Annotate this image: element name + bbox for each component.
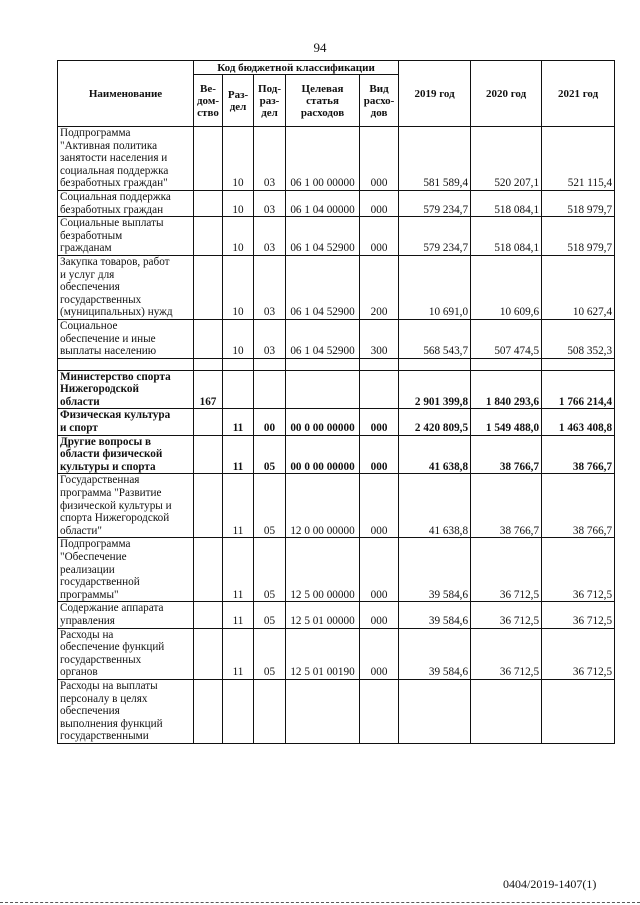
table-row	[58, 370, 615, 409]
cell-vr: 000	[360, 127, 399, 191]
row-name-line: Содержание аппарата	[60, 602, 164, 615]
row-name	[58, 127, 194, 191]
cell-y2020: 1 840 293,6	[471, 370, 542, 409]
cell-rz: 11	[223, 538, 254, 602]
cell-vr: 200	[360, 255, 399, 319]
cell-vr: 000	[360, 409, 399, 435]
cell-y2020: 518 084,1	[471, 217, 542, 256]
cell-y2021: 36 712,5	[542, 628, 615, 679]
cell-rz	[223, 370, 254, 409]
budget-table	[57, 60, 615, 744]
row-name-line: "Активная политика	[60, 139, 158, 152]
row-name-line: социальная поддержка	[60, 164, 169, 177]
row-name-line: Расходы на выплаты	[60, 679, 158, 692]
cell-ved	[194, 255, 223, 319]
row-name-line: Нижегородской	[60, 383, 139, 396]
cell-y2021: 36 712,5	[542, 538, 615, 602]
cell-pr: 05	[254, 538, 286, 602]
row-name-line: государственных	[60, 293, 142, 306]
row-name-line: и услуг для	[60, 268, 115, 281]
cell-cs: 12 5 00 00000	[286, 538, 360, 602]
cell-vr: 300	[360, 319, 399, 358]
cell-y2019: 39 584,6	[399, 628, 471, 679]
cell-rz: 10	[223, 190, 254, 216]
cell-y2021: 1 463 408,8	[542, 409, 615, 435]
cell-rz: 10	[223, 127, 254, 191]
row-name	[58, 217, 194, 256]
cell-pr: 00	[254, 409, 286, 435]
row-name	[58, 409, 194, 435]
header-podrazdel: Под- раз- дел	[254, 75, 286, 127]
row-name-line: Министерство спорта	[60, 370, 171, 383]
cell-y2021: 508 352,3	[542, 319, 615, 358]
row-name	[58, 255, 194, 319]
cell-rz: 11	[223, 409, 254, 435]
row-name-line: безработных граждан	[60, 203, 164, 216]
header-vid-rashodov: Вид расхо- дов	[360, 75, 399, 127]
row-name-line: государственной	[60, 576, 140, 589]
spacer-cell	[194, 358, 223, 370]
cell-cs: 06 1 00 00000	[286, 127, 360, 191]
cell-y2020: 38 766,7	[471, 474, 542, 538]
cell-ved	[194, 435, 223, 474]
spacer-cell	[360, 358, 399, 370]
cell-cs: 12 5 01 00000	[286, 602, 360, 628]
cell-y2021: 38 766,7	[542, 435, 615, 474]
cell-ved	[194, 217, 223, 256]
table-row	[58, 628, 615, 679]
cell-vr: 000	[360, 435, 399, 474]
cell-y2021: 36 712,5	[542, 602, 615, 628]
cell-y2021: 518 979,7	[542, 217, 615, 256]
table-body	[58, 127, 615, 744]
row-name	[58, 538, 194, 602]
row-name-line: управления	[60, 614, 115, 627]
spacer-cell	[286, 358, 360, 370]
cell-y2019: 41 638,8	[399, 435, 471, 474]
cell-cs	[286, 679, 360, 743]
row-name-line: Подпрограмма	[60, 538, 131, 551]
row-name-line: обеспечения	[60, 705, 120, 718]
cell-y2021	[542, 679, 615, 743]
cell-pr	[254, 370, 286, 409]
row-name-line: области"	[60, 524, 102, 537]
cell-y2020: 38 766,7	[471, 435, 542, 474]
row-name	[58, 602, 194, 628]
row-name-line: безработных граждан"	[60, 177, 168, 190]
table-row	[58, 679, 615, 743]
table-row	[58, 319, 615, 358]
cell-y2021: 518 979,7	[542, 190, 615, 216]
cell-vr	[360, 370, 399, 409]
cell-pr: 03	[254, 217, 286, 256]
cell-rz: 11	[223, 628, 254, 679]
row-name-line: и спорт	[60, 422, 98, 435]
cell-vr: 000	[360, 602, 399, 628]
cell-ved	[194, 319, 223, 358]
cell-cs: 06 1 04 52900	[286, 319, 360, 358]
table-row	[58, 602, 615, 628]
cell-y2020: 36 712,5	[471, 602, 542, 628]
cell-rz: 11	[223, 435, 254, 474]
cell-pr: 05	[254, 602, 286, 628]
row-name-line: выполнения функций	[60, 717, 163, 730]
cell-rz	[223, 679, 254, 743]
table-row	[58, 409, 615, 435]
row-name-line: государственных	[60, 653, 142, 666]
table-row	[58, 474, 615, 538]
cell-pr: 05	[254, 628, 286, 679]
row-name	[58, 435, 194, 474]
row-name-line: Социальное	[60, 319, 118, 332]
cell-pr	[254, 679, 286, 743]
cell-y2021: 38 766,7	[542, 474, 615, 538]
cell-y2020: 518 084,1	[471, 190, 542, 216]
cell-pr: 03	[254, 319, 286, 358]
row-name-line: органов	[60, 666, 98, 679]
cell-cs: 12 0 00 00000	[286, 474, 360, 538]
page-edge-divider	[0, 902, 640, 903]
table-row	[58, 255, 615, 319]
cell-y2020: 507 474,5	[471, 319, 542, 358]
row-name-line: реализации	[60, 563, 115, 576]
cell-cs: 12 5 01 00190	[286, 628, 360, 679]
cell-cs: 00 0 00 00000	[286, 409, 360, 435]
table-row	[58, 127, 615, 191]
spacer-cell	[399, 358, 471, 370]
cell-y2021: 10 627,4	[542, 255, 615, 319]
row-name-line: Подпрограмма	[60, 127, 131, 139]
row-name	[58, 319, 194, 358]
row-name-line: области	[60, 395, 100, 408]
cell-ved: 167	[194, 370, 223, 409]
cell-y2019: 39 584,6	[399, 538, 471, 602]
cell-y2019: 568 543,7	[399, 319, 471, 358]
cell-vr: 000	[360, 628, 399, 679]
cell-pr: 05	[254, 435, 286, 474]
table-row	[58, 538, 615, 602]
cell-y2020	[471, 679, 542, 743]
row-name	[58, 679, 194, 743]
cell-pr: 03	[254, 190, 286, 216]
row-name-line: обеспечение функций	[60, 641, 165, 654]
document-code: 0404/2019-1407(1)	[503, 877, 597, 891]
header-name: Наименование	[58, 61, 194, 127]
header-code-group: Код бюджетной классификации	[194, 61, 399, 75]
cell-y2021: 521 115,4	[542, 127, 615, 191]
cell-ved	[194, 474, 223, 538]
header-2020: 2020 год	[471, 61, 542, 127]
row-name	[58, 474, 194, 538]
cell-ved	[194, 602, 223, 628]
row-name-line: обеспечение и иные	[60, 332, 156, 345]
row-name-line: Социальная поддержка	[60, 190, 171, 203]
row-name-line: безработным	[60, 229, 123, 242]
row-name-line: выплаты населению	[60, 345, 157, 358]
table-row	[58, 217, 615, 256]
row-name-line: персоналу в целях	[60, 692, 148, 705]
cell-ved	[194, 628, 223, 679]
row-name-line: Расходы на	[60, 628, 114, 641]
cell-vr: 000	[360, 538, 399, 602]
cell-cs: 00 0 00 00000	[286, 435, 360, 474]
cell-vr: 000	[360, 217, 399, 256]
cell-y2019: 41 638,8	[399, 474, 471, 538]
row-name-line: спорта Нижегородской	[60, 512, 170, 525]
row-name-line: программы"	[60, 588, 119, 601]
row-name-line: (муниципальных) нужд	[60, 306, 173, 319]
header-vedomstvo: Ве- дом- ство	[194, 75, 223, 127]
cell-y2019: 39 584,6	[399, 602, 471, 628]
spacer-row	[58, 358, 615, 370]
cell-y2021: 1 766 214,4	[542, 370, 615, 409]
cell-y2019: 581 589,4	[399, 127, 471, 191]
page-number: 94	[313, 40, 327, 55]
row-name-line: "Обеспечение	[60, 551, 127, 563]
header-razdel: Раз- дел	[223, 75, 254, 127]
row-name-line: области физической	[60, 448, 163, 461]
spacer-cell	[223, 358, 254, 370]
cell-y2019	[399, 679, 471, 743]
cell-rz: 10	[223, 217, 254, 256]
spacer-cell	[58, 358, 194, 370]
spacer-cell	[471, 358, 542, 370]
cell-vr: 000	[360, 190, 399, 216]
cell-cs: 06 1 04 00000	[286, 190, 360, 216]
cell-y2020: 36 712,5	[471, 538, 542, 602]
cell-ved	[194, 190, 223, 216]
cell-y2020: 1 549 488,0	[471, 409, 542, 435]
cell-rz: 10	[223, 255, 254, 319]
header-2021: 2021 год	[542, 61, 615, 127]
cell-ved	[194, 127, 223, 191]
cell-rz: 11	[223, 474, 254, 538]
cell-y2020: 36 712,5	[471, 628, 542, 679]
row-name-line: гражданам	[60, 242, 112, 255]
row-name-line: Государственная	[60, 474, 140, 487]
table-row	[58, 190, 615, 216]
spacer-cell	[254, 358, 286, 370]
cell-y2019: 10 691,0	[399, 255, 471, 319]
cell-y2020: 10 609,6	[471, 255, 542, 319]
row-name-line: Другие вопросы в	[60, 435, 152, 448]
row-name-line: физической культуры и	[60, 499, 172, 512]
header-tselevaya-statya: Целевая статья расходов	[286, 75, 360, 127]
row-name	[58, 628, 194, 679]
cell-pr: 03	[254, 255, 286, 319]
row-name	[58, 370, 194, 409]
cell-ved	[194, 679, 223, 743]
row-name-line: занятости населения и	[60, 152, 168, 165]
cell-vr	[360, 679, 399, 743]
cell-y2020: 520 207,1	[471, 127, 542, 191]
cell-rz: 11	[223, 602, 254, 628]
cell-pr: 03	[254, 127, 286, 191]
cell-y2019: 579 234,7	[399, 190, 471, 216]
cell-ved	[194, 538, 223, 602]
header-2019: 2019 год	[399, 61, 471, 127]
row-name-line: программа "Развитие	[60, 487, 162, 500]
cell-y2019: 2 420 809,5	[399, 409, 471, 435]
row-name-line: обеспечения	[60, 281, 120, 294]
row-name-line: государственными	[60, 730, 149, 743]
row-name-line: культуры и спорта	[60, 460, 156, 473]
spacer-cell	[542, 358, 615, 370]
row-name	[58, 190, 194, 216]
cell-pr: 05	[254, 474, 286, 538]
cell-ved	[194, 409, 223, 435]
cell-cs	[286, 370, 360, 409]
row-name-line: Физическая культура	[60, 409, 171, 422]
cell-y2019: 2 901 399,8	[399, 370, 471, 409]
cell-cs: 06 1 04 52900	[286, 255, 360, 319]
cell-vr: 000	[360, 474, 399, 538]
row-name-line: Социальные выплаты	[60, 217, 164, 230]
row-name-line: Закупка товаров, работ	[60, 255, 170, 268]
cell-cs: 06 1 04 52900	[286, 217, 360, 256]
cell-rz: 10	[223, 319, 254, 358]
cell-y2019: 579 234,7	[399, 217, 471, 256]
table-row	[58, 435, 615, 474]
